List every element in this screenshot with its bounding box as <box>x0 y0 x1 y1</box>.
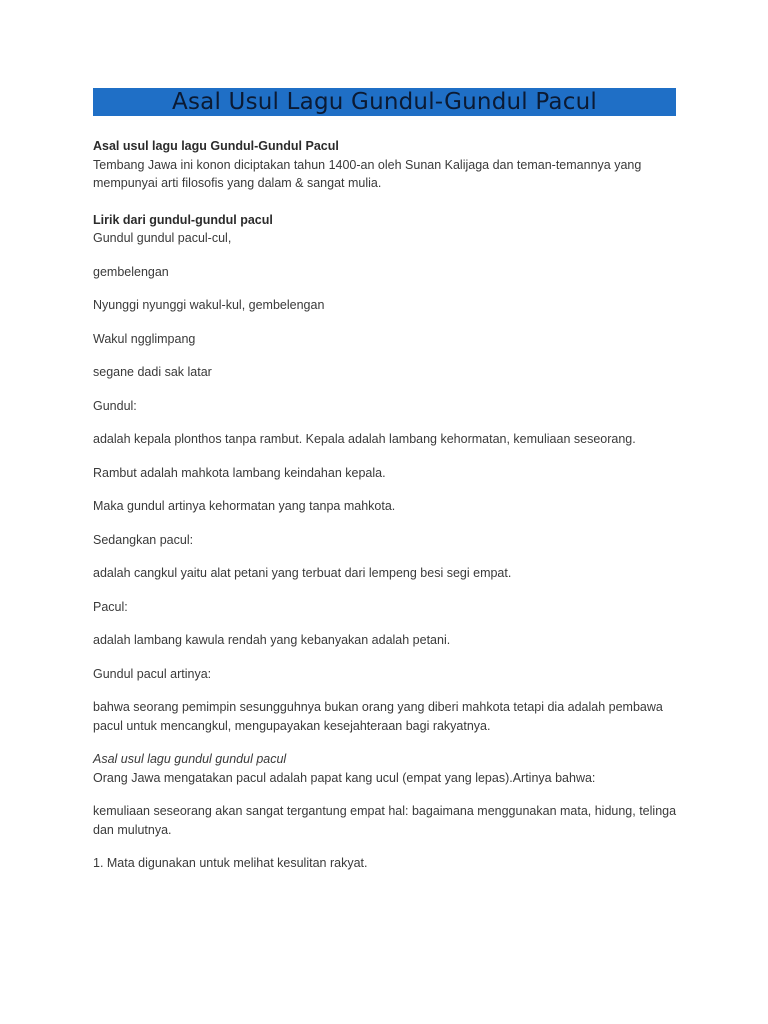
title-banner <box>93 88 676 116</box>
document-content <box>93 137 683 873</box>
term-label: Gundul pacul artinya: <box>93 666 212 681</box>
lyric-line: gembelengan <box>93 264 169 279</box>
lyric-line: segane dadi sak latar <box>93 365 212 379</box>
lyric-line: Gundul gundul pacul-cul, <box>93 231 232 245</box>
explanation-line: adalah kepala plonthos tanpa rambut. Kepala adalah lambang kehormatan, kemuliaan seseorang. <box>93 432 636 446</box>
section-heading-lyrics: Lirik dari gundul-gundul pacul <box>93 212 273 227</box>
explanation-line: adalah lambang kawula rendah yang kebanyakan adalah petani. <box>93 633 451 647</box>
numbered-item: 1. Mata digunakan untuk melihat kesulitan rakyat. <box>93 856 368 870</box>
lyric-line: Nyunggi nyunggi wakul-kul, gembelengan <box>93 298 325 312</box>
explanation-paragraph: kemuliaan seseorang akan sangat tergantung empat hal: bagaimana menggunakan mata, hidung, telinga dan mulutnya. <box>93 804 677 837</box>
explanation-line: adalah cangkul yaitu alat petani yang terbuat dari lempeng besi segi empat. <box>93 566 512 580</box>
explanation-line: Orang Jawa mengatakan pacul adalah papat kang ucul (empat yang lepas).Artinya bahwa: <box>93 770 596 785</box>
section-heading-origin: Asal usul lagu lagu Gundul-Gundul Pacul <box>93 139 339 153</box>
section-heading-italic: Asal usul lagu gundul gundul pacul <box>93 752 287 766</box>
explanation-paragraph: bahwa seorang pemimpin sesungguhnya bukan orang yang diberi mahkota tetapi dia adalah pembawa pacul untuk mencangkul, mengupayakan kesejahteraan bagi rakyatnya. <box>93 700 663 733</box>
lyric-line: Wakul ngglimpang <box>93 331 196 346</box>
term-label: Pacul: <box>93 599 128 614</box>
intro-paragraph: Tembang Jawa ini konon diciptakan tahun 1400-an oleh Sunan Kalijaga dan teman-temannya yang mempunyai arti filosofis yang dalam & sangat mulia. <box>93 157 642 190</box>
explanation-line: Maka gundul artinya kehormatan yang tanpa mahkota. <box>93 499 396 513</box>
term-label: Sedangkan pacul: <box>93 532 194 547</box>
explanation-line: Rambut adalah mahkota lambang keindahan kepala. <box>93 465 386 480</box>
term-label: Gundul: <box>93 398 137 413</box>
document-page <box>93 88 683 873</box>
page-title: Asal Usul Lagu Gundul-Gundul Pacul <box>172 89 597 115</box>
